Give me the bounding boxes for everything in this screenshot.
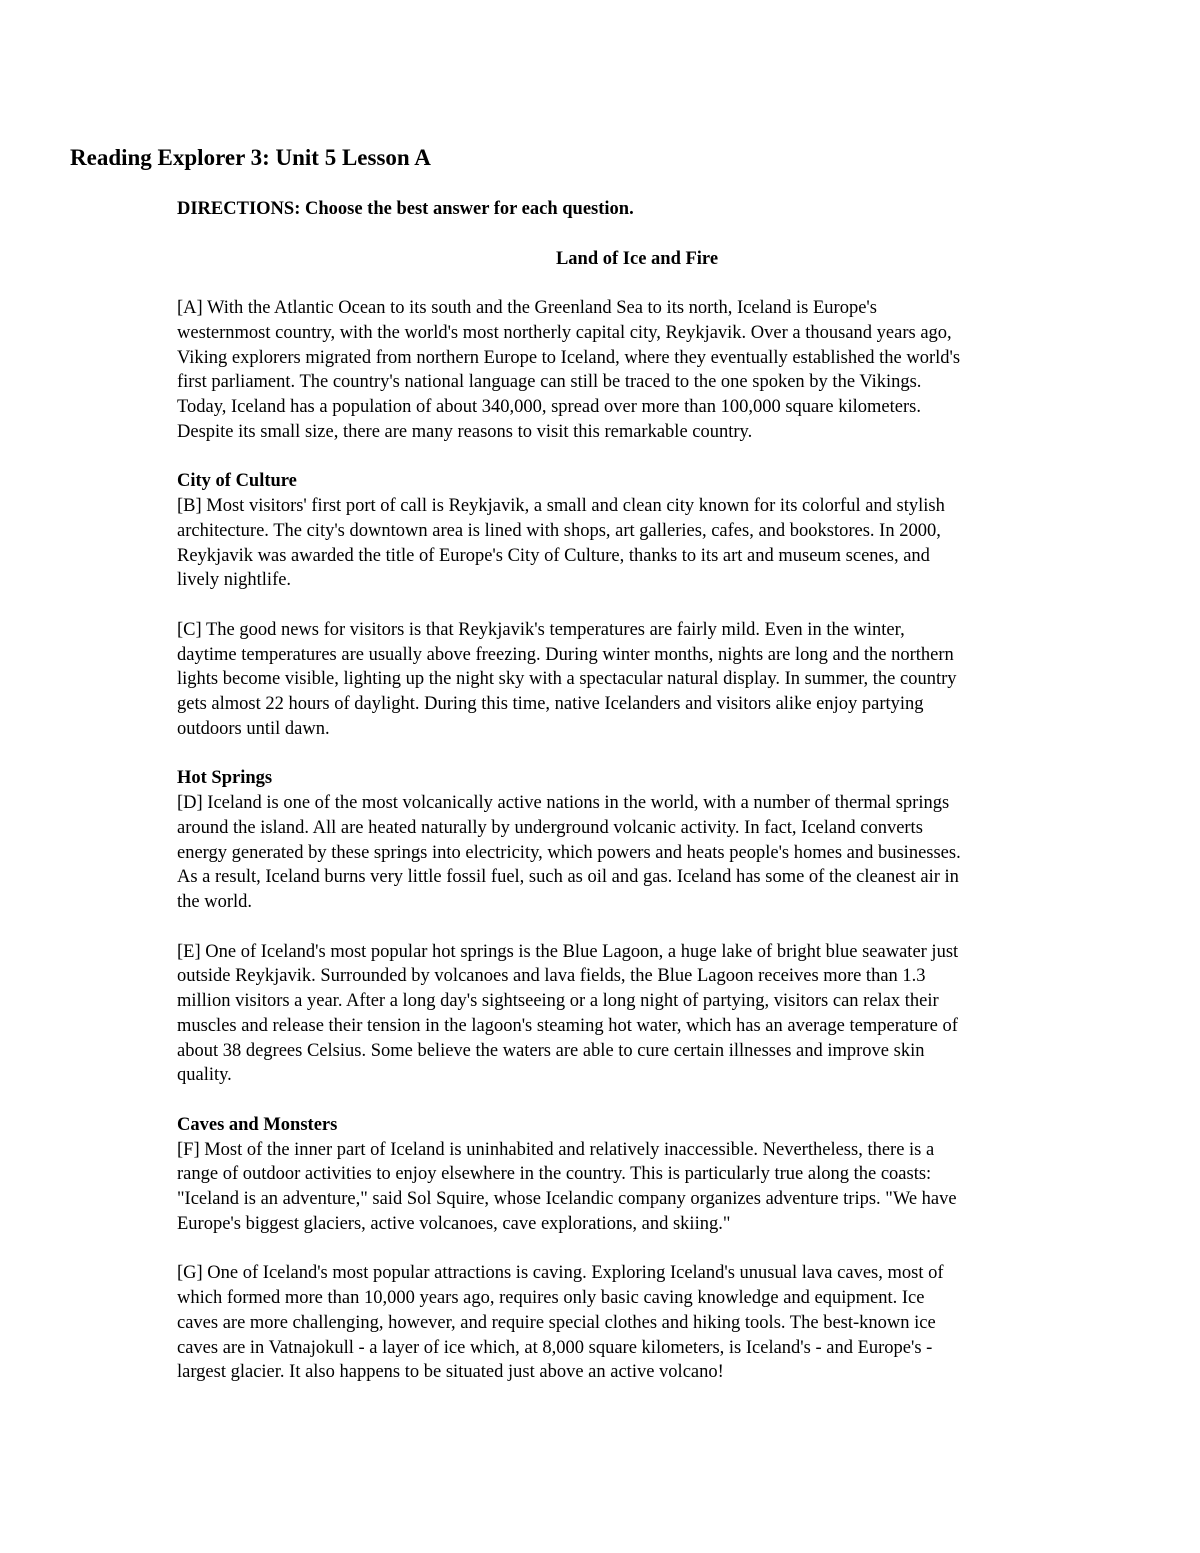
paragraph-g-line: which formed more than 10,000 years ago, requires only basic caving knowledge and equipment. Ice [177, 1288, 925, 1308]
paragraph-f-line: range of outdoor activities to enjoy elsewhere in the country. This is particularly true along the coasts: [177, 1164, 932, 1185]
section-heading-culture: City of Culture [177, 471, 297, 492]
paragraph-g-line: caves are more challenging, however, and require special clothes and hiking tools. The best-known ice [177, 1312, 936, 1333]
paragraph-f [177, 1138, 1097, 1237]
paragraph-c-line: outdoors until dawn. [177, 718, 330, 739]
paragraph-c-line: daytime temperatures are usually above freezing. During winter months, nights are long and the northern [177, 644, 954, 665]
paragraph-c-line: gets almost 22 hours of daylight. During this time, native Icelanders and visitors alike enjoy partying [177, 694, 924, 714]
paragraph-d-line: energy generated by these springs into electricity, which powers and heats people's homes and businesses. [177, 842, 961, 863]
paragraph-b-line: lively nightlife. [177, 570, 292, 591]
paragraph-f-line: "Iceland is an adventure," said Sol Squire, whose Icelandic company organizes adventure trips. "We have [177, 1189, 957, 1209]
document-body [177, 197, 1097, 1385]
paragraph-d-line: [D] Iceland is one of the most volcanically active nations in the world, with a number of thermal springs [177, 793, 950, 813]
paragraph-c-line: lights become visible, lighting up the night sky with a spectacular natural display. In summer, the country [177, 669, 957, 690]
paragraph-e-line: about 38 degrees Celsius. Some believe the waters are able to cure certain illnesses and improve skin [177, 1040, 925, 1061]
paragraph-g-line: [G] One of Iceland's most popular attractions is caving. Exploring Iceland's unusual lava caves, most of [177, 1263, 944, 1284]
paragraph-f-line: Europe's biggest glaciers, active volcanoes, cave explorations, and skiing." [177, 1213, 731, 1234]
paragraph-b [177, 494, 1097, 593]
paragraph-e [177, 940, 1097, 1089]
paragraph-d-line: As a result, Iceland burns very little fossil fuel, such as oil and gas. Iceland has some of the cleanest air in [177, 867, 959, 888]
directions: DIRECTIONS: Choose the best answer for each question. [177, 199, 634, 219]
document-title: Reading Explorer 3: Unit 5 Lesson A [70, 145, 431, 170]
paragraph-e-line: quality. [177, 1065, 232, 1086]
paragraph-e-line: million visitors a year. After a long day's sightseeing or a long night of partying, visitors can relax their [177, 991, 939, 1011]
paragraph-e-line: [E] One of Iceland's most popular hot springs is the Blue Lagoon, a huge lake of bright blue seawater just [177, 941, 959, 962]
paragraph-d [177, 791, 1097, 915]
paragraph-b-line: architecture. The city's downtown area is lined with shops, art galleries, cafes, and bookstores. In 2000, [177, 520, 941, 541]
paragraph-a-line: [A] With the Atlantic Ocean to its south and the Greenland Sea to its north, Iceland is Europe's [177, 298, 877, 318]
paragraph-a [177, 296, 1097, 445]
paragraph-c [177, 618, 1097, 742]
paragraph-f-line: [F] Most of the inner part of Iceland is uninhabited and relatively inaccessible. Nevertheless, there is a [177, 1139, 935, 1160]
paragraph-b-line: [B] Most visitors' first port of call is Reykjavik, a small and clean city known for its colorful and stylish [177, 496, 945, 516]
paragraph-g [177, 1261, 1097, 1385]
passage-title: Land of Ice and Fire [555, 248, 719, 269]
paragraph-a-line: Despite its small size, there are many reasons to visit this remarkable country. [177, 421, 753, 442]
paragraph-d-line: the world. [177, 892, 253, 912]
paragraph-g-line: caves are in Vatnajokull - a layer of ice which, at 8,000 square kilometers, is Iceland's - and Europe's - [177, 1337, 933, 1358]
paragraph-e-line: muscles and release their tension in the lagoon's steaming hot water, which has an average temperature of [177, 1015, 958, 1036]
paragraph-c-line: [C] The good news for visitors is that Reykjavik's temperatures are fairly mild. Even in the winter, [177, 619, 905, 640]
paragraph-a-line: Today, Iceland has a population of about 340,000, spread over more than 100,000 square kilometers. [177, 397, 921, 417]
section-heading-springs: Hot Springs [177, 768, 273, 789]
paragraph-a-line: Viking explorers migrated from northern Europe to Iceland, where they eventually established the world's [177, 347, 961, 368]
paragraph-d-line: around the island. All are heated naturally by underground volcanic activity. In fact, Iceland converts [177, 817, 923, 838]
paragraph-b-line: Reykjavik was awarded the title of Europe's City of Culture, thanks to its art and museum scenes, and [177, 545, 930, 566]
section-heading-caves: Caves and Monsters [177, 1114, 338, 1135]
paragraph-a-line: westernmost country, with the world's most northerly capital city, Reykjavik. Over a thousand years ago, [177, 322, 952, 343]
paragraph-a-line: first parliament. The country's national language can still be traced to the one spoken by the Vikings. [177, 372, 922, 393]
paragraph-g-line: largest glacier. It also happens to be situated just above an active volcano! [177, 1362, 724, 1383]
paragraph-e-line: outside Reykjavik. Surrounded by volcanoes and lava fields, the Blue Lagoon receives more than 1.3 [177, 966, 926, 987]
